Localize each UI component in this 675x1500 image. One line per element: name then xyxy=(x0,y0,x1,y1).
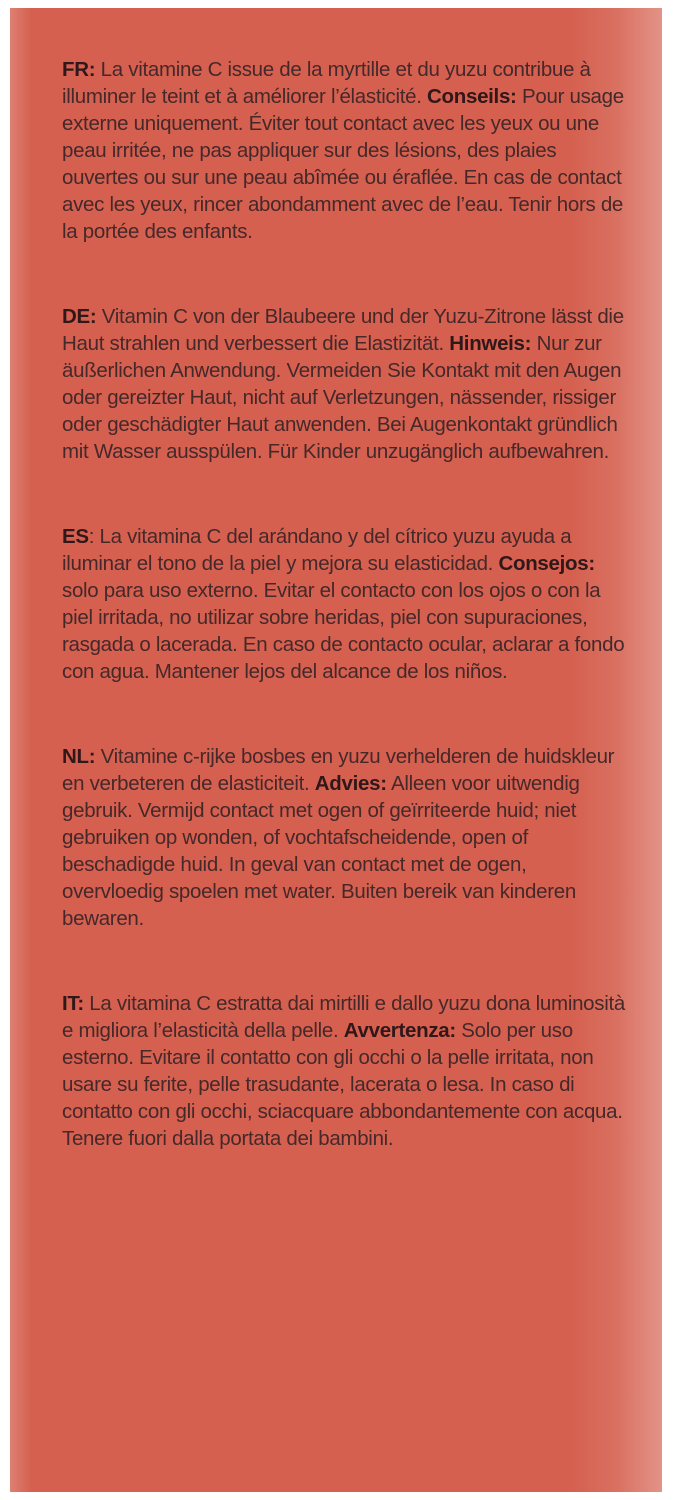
advisory-label-fr: Conseils: xyxy=(427,85,517,108)
paragraph-de-intro: Vitamin C von der Blaubeere und der Yuzu-Zitrone lässt die Haut strahlen und verbessert die Elastizität. xyxy=(62,305,624,355)
label-text-block xyxy=(62,56,630,1152)
lang-prefix-es: ES xyxy=(62,525,89,548)
lang-prefix-fr: FR: xyxy=(62,58,96,81)
advisory-label-es: Consejos: xyxy=(498,552,595,575)
paragraph-es xyxy=(62,523,631,685)
paragraph-fr-intro: La vitamine C issue de la myrtille et du yuzu contribue à illuminer le teint et à améliorer l’élasticité. xyxy=(62,58,591,108)
paragraph-nl-intro: Vitamine c-rijke bosbes en yuzu verhelderen de huidskleur en verbeteren de elasticiteit. xyxy=(62,745,615,795)
paragraph-de-body: Nur zur äußerlichen Anwendung. Vermeiden Sie Kontakt mit den Augen oder gereizter Haut, nicht auf Verletzungen, nässender, rissiger oder geschädigter Haut anwenden. Bei Augenkontakt gründlich mit Wasser ausspülen. Für Kinder unzugänglich aufbewahren. xyxy=(62,332,622,463)
lang-prefix-de: DE: xyxy=(62,305,97,328)
advisory-label-it: Avvertenza: xyxy=(343,1019,456,1042)
paragraph-nl xyxy=(62,743,631,932)
paragraph-fr-body: Pour usage externe uniquement. Éviter tout contact avec les yeux ou une peau irritée, ne pas appliquer sur des lésions, des plaies ouvertes ou sur une peau abîmée ou éraflée. En cas de contact avec les yeux, rincer abondamment avec de l’eau. Tenir hors de la portée des enfants. xyxy=(62,85,624,243)
advisory-label-nl: Advies: xyxy=(314,772,387,795)
paragraph-it xyxy=(62,990,631,1152)
advisory-label-de: Hinweis: xyxy=(449,332,532,355)
paragraph-it-intro: La vitamina C estratta dai mirtilli e dallo yuzu dona luminosità e migliora l’elasticità della pelle. xyxy=(62,992,625,1042)
paragraph-es-intro: : La vitamina C del arándano y del cítrico yuzu ayuda a iluminar el tono de la piel y mejora su elasticidad. xyxy=(62,525,572,575)
paragraph-fr xyxy=(62,56,631,245)
paragraph-de xyxy=(62,303,631,465)
lang-prefix-it: IT: xyxy=(62,992,84,1015)
product-label-panel xyxy=(10,8,662,1492)
paragraph-es-body: solo para uso externo. Evitar el contacto con los ojos o con la piel irritada, no utilizar sobre heridas, piel con supuraciones, rasgada o lacerada. En caso de contacto ocular, aclarar a fondo con agua. Mantener lejos del alcance de los niños. xyxy=(62,579,625,683)
paragraph-nl-body: Alleen voor uitwendig gebruik. Vermijd contact met ogen of geïrriteerde huid; niet gebruiken op wonden, of vochtafscheidende, open of beschadigde huid. In geval van contact met de ogen, overvloedig spoelen met water. Buiten bereik van kinderen bewaren. xyxy=(62,772,580,930)
paragraph-it-body: Solo per uso esterno. Evitare il contatto con gli occhi o la pelle irritata, non usare su ferite, pelle trasudante, lacerata o lesa. In caso di contatto con gli occhi, sciacquare abbondantemente con acqua. Tenere fuori dalla portata dei bambini. xyxy=(62,1019,623,1150)
lang-prefix-nl: NL: xyxy=(62,745,96,768)
